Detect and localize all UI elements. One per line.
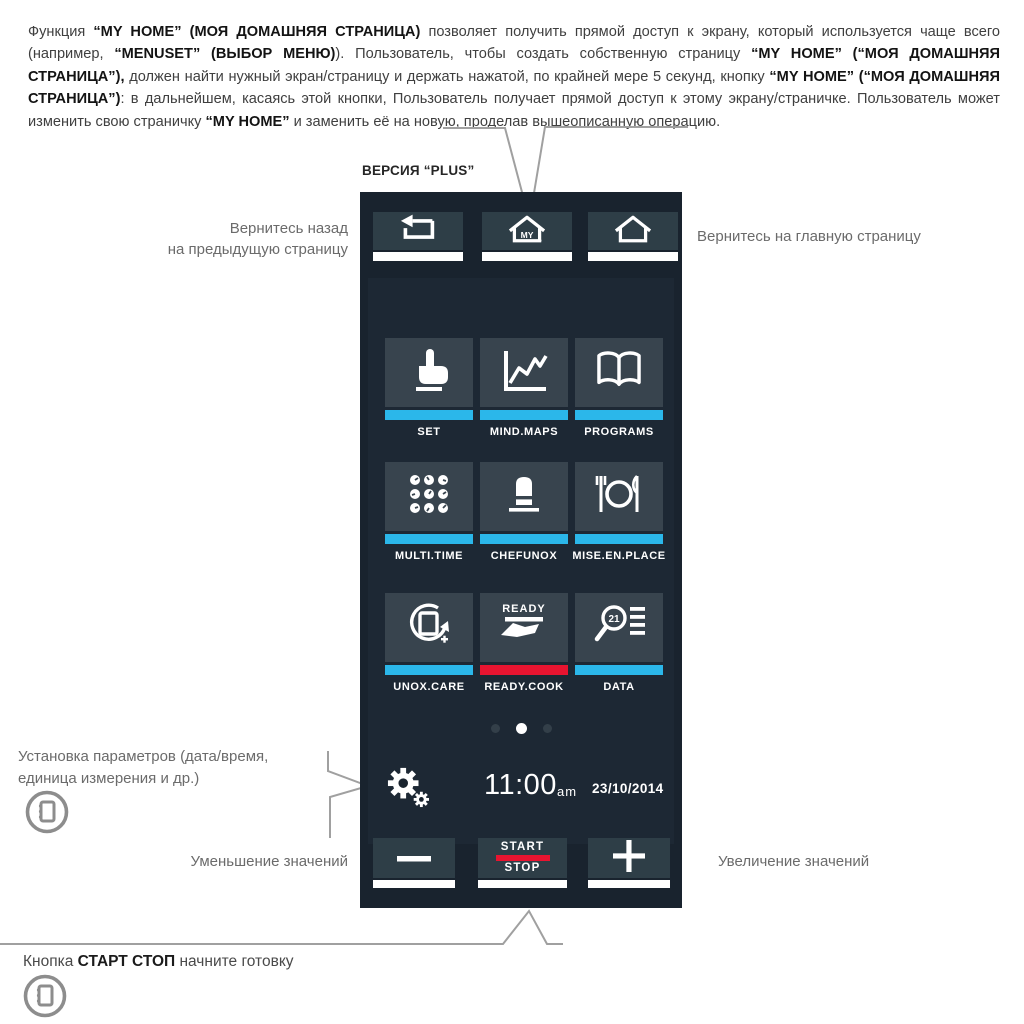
minus-icon — [397, 849, 431, 867]
tile[interactable]: UNOX.CARE — [385, 593, 473, 675]
tile[interactable]: READY READY.COOK — [480, 593, 568, 675]
tile[interactable]: CHEFUNOX — [480, 462, 568, 544]
oven-touch-panel — [360, 192, 682, 908]
intro-paragraph: Функция “MY HOME” (МОЯ ДОМАШНЯЯ СТРАНИЦА) позволяет получить прямой доступ к экрану, который используется чаще всего (например, “MENUSET” (ВЫБОР МЕНЮ)). Пользователь, чтобы создать собственную страницу “MY HOME” (“МОЯ ДОМАШНЯЯ СТРАНИЦА”), должен найти нужный экран/страницу и держать нажатой, по крайней мере 5 секунд, кнопку “MY HOME” (“МОЯ ДОМАШНЯЯ СТРАНИЦА”): в дальнейшем, касаясь этой кнопки, Пользователь получает прямой доступ к этому экрану/страничке. Пользователь может изменить свою страничку “MY HOME” и заменить её на новую, проделав вышеописанную операцию. — [28, 23, 1001, 130]
decrease-button-underline — [373, 880, 455, 888]
increase-button-underline — [588, 880, 670, 888]
page-indicator — [360, 723, 682, 734]
clock-time: 11:00 — [484, 769, 557, 801]
callout-increase: Увеличение значений — [718, 853, 870, 870]
tile[interactable]: MIND.MAPS — [480, 338, 568, 420]
start-stop-button[interactable] — [478, 838, 567, 878]
manual-booklet-icon — [24, 789, 70, 840]
tile[interactable]: PROGRAMS — [575, 338, 663, 420]
plus-icon — [613, 840, 645, 877]
callout-home-button: Вернитесь на главную страницу — [697, 228, 921, 245]
callout-settings: Установка параметров (дата/время, единица измерения и др.) — [18, 748, 269, 787]
magnifier-list-icon — [590, 601, 648, 654]
tile[interactable]: SET — [385, 338, 473, 420]
start-stop-red-bar — [496, 855, 550, 861]
svg-text:21: 21 — [608, 614, 620, 625]
manual-booklet-icon — [22, 973, 68, 1024]
my-home-button-underline — [482, 252, 572, 261]
back-return-arrow-icon — [390, 211, 446, 252]
tile[interactable]: 21 DATA — [575, 593, 663, 675]
multi-clock-grid-icon — [404, 471, 454, 522]
back-button[interactable] — [373, 212, 463, 250]
tile[interactable]: MISE.EN.PLACE — [575, 462, 663, 544]
my-home-button[interactable] — [482, 212, 572, 250]
callout-start-stop: Кнопка СТАРТ СТОП начните готовку — [23, 953, 294, 970]
my-home-house-icon — [499, 211, 555, 252]
callout-decrease: Уменьшение значений — [190, 853, 348, 870]
pager-dot-active[interactable] — [516, 723, 527, 734]
home-button-underline — [588, 252, 678, 261]
version-label: ВЕРСИЯ “PLUS” — [362, 163, 475, 178]
pager-dot[interactable] — [491, 724, 500, 733]
svg-text:*: * — [538, 237, 542, 247]
stop-label: STOP — [504, 862, 541, 874]
plate-cutlery-icon — [591, 471, 647, 522]
hand-tray-icon — [493, 601, 555, 654]
start-stop-button-underline — [478, 880, 567, 888]
refresh-square-icon — [404, 601, 454, 654]
callout-back-button: Вернитесь назад на предыдущую страницу — [167, 220, 348, 258]
date-display: 23/10/2014 — [592, 781, 664, 796]
pressing-hand-icon — [407, 346, 451, 399]
open-book-icon — [592, 349, 646, 396]
svg-text:MY: MY — [520, 229, 534, 240]
gear-icon — [385, 795, 431, 812]
line-chart-icon — [498, 347, 550, 398]
svg-text:READY: READY — [502, 603, 546, 615]
settings-gear-button[interactable] — [385, 766, 431, 813]
tile[interactable]: MULTI.TIME — [385, 462, 473, 544]
pager-dot[interactable] — [543, 724, 552, 733]
home-house-icon — [605, 211, 661, 252]
chef-hat-icon — [499, 471, 549, 522]
clock-meridiem: am — [557, 784, 578, 799]
start-label: START — [500, 840, 545, 853]
home-button[interactable] — [588, 212, 678, 250]
decrease-button[interactable] — [373, 838, 455, 878]
increase-button[interactable] — [588, 838, 670, 878]
back-button-underline — [373, 252, 463, 261]
